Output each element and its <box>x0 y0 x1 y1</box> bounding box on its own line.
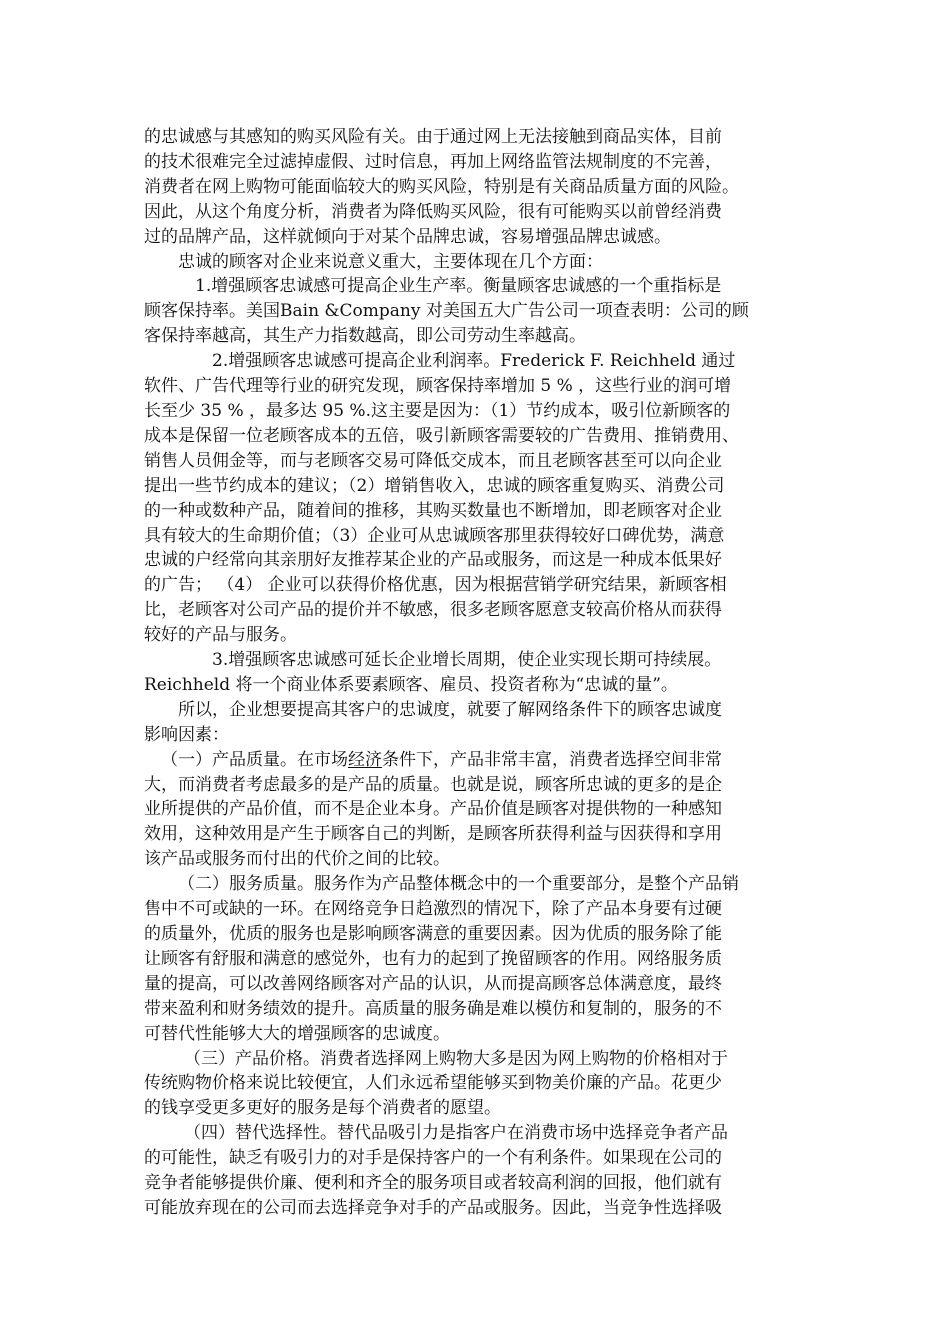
linked-term[interactable]: 经济 <box>348 749 382 770</box>
text-line: （四）替代选择性。替代品吸引力是指客户在消费市场中选择竞争者产品 <box>184 1123 728 1144</box>
text-line: 该产品或服务而付出的代价之间的比较。 <box>144 849 450 870</box>
text-line: 忠诚的户经常向其亲朋好友推荐某企业的产品或服务，而这是一种成本低果好 <box>144 550 722 571</box>
text-line: 竞争者能够提供价廉、便利和齐全的服务项目或者较高利润的回报，他们就有 <box>144 1173 722 1194</box>
text-line: 过的品牌产品，这样就倾向于对某个品牌忠诚，容易增强品牌忠诚感。 <box>144 226 671 247</box>
text-line: 具有较大的生命期价值；（3）企业可从忠诚顾客那里获得较好口碑优势，满意 <box>144 525 725 546</box>
paragraph <box>144 648 809 698</box>
text-line: （二）服务质量。服务作为产品整体概念中的一个重要部分，是整个产品销 <box>178 874 739 895</box>
text-line: 销售人员佣金等，而与老顾客交易可降低交成本，而且老顾客甚至可以向企业 <box>144 450 722 471</box>
text-line: 因此，从这个角度分析，消费者为降低购买风险，很有可能购买以前曾经消费 <box>144 201 722 222</box>
text-line: 的质量外，优质的服务也是影响顾客满意的重要因素。因为优质的服务除了能 <box>144 924 722 944</box>
text-line: 3.增强顾客忠诚感可延长企业增长周期，使企业实现长期可持续展。 <box>212 650 722 671</box>
text-line: 消费者在网上购物可能面临较大的购买风险，特别是有关商品质量方面的风险。 <box>144 176 739 197</box>
text-line: 售中不可或缺的一环。在网络竞争日趋激烈的情况下，除了产品本身要有过硬 <box>144 899 722 920</box>
text-line: 可能放弃现在的公司而去选择竞争对手的产品或服务。因此，当竞争性选择吸 <box>144 1197 722 1218</box>
text-line: 效用，这种效用是产生于顾客自己的判断，是顾客所获得利益与因获得和享用 <box>144 824 722 845</box>
document-body <box>144 125 809 1221</box>
text-line: 带来盈利和财务绩效的提升。高质量的服务确是难以模仿和复制的，服务的不 <box>144 998 722 1019</box>
text-line: 影响因素： <box>144 724 229 745</box>
text-line: 顾客保持率。美国Bain &Company 对美国五大广告公司一项查表明：公司的顾 <box>144 301 749 322</box>
paragraph <box>144 125 809 250</box>
paragraph <box>144 1047 809 1122</box>
text-line: 业所提供的产品价值，而不是企业本身。产品价值是顾客对提供物的一种感知 <box>144 799 722 820</box>
paragraph <box>144 872 809 1046</box>
paragraph <box>144 748 809 873</box>
text-line: 传统购物价格来说比较便宜，人们永远希望能够买到物美价廉的产品。花更少 <box>144 1073 722 1094</box>
text-line: 大，而消费者考虑最多的是产品的质量。也就是说，顾客所忠诚的更多的是企 <box>144 774 722 795</box>
text-line: （三）产品价格。消费者选择网上购物大多是因为网上购物的价格相对于 <box>184 1048 728 1069</box>
paragraph <box>144 250 809 275</box>
text-line: 所以，企业想要提高其客户的忠诚度，就要了解网络条件下的顾客忠诚度 <box>178 699 722 720</box>
text-line: 的可能性，缺乏有吸引力的对手是保持客户的一个有利条件。如果现在公司的 <box>144 1148 722 1169</box>
text-line: 忠诚的顾客对企业来说意义重大，主要体现在几个方面： <box>178 251 603 272</box>
text-line: 的忠诚感与其感知的购买风险有关。由于通过网上无法接触到商品实体，目前 <box>144 127 722 147</box>
text-line: 较好的产品与服务。 <box>144 625 297 646</box>
text-line: 提出一些节约成本的建议；（2）增销售收入，忠诚的顾客重复购买、消费公司 <box>144 475 725 496</box>
text-line: 成本是保留一位老顾客成本的五倍，吸引新顾客需要较的广告费用、推销费用、 <box>144 425 739 446</box>
text-line: 软件、广告代理等行业的研究发现，顾客保持率增加 5 % ，这些行业的润可增 <box>144 376 732 397</box>
text-line: 的广告； （4） 企业可以获得价格优惠，因为根据营销学研究结果，新顾客相 <box>144 575 727 596</box>
text-line: 的钱享受更多更好的服务是每个消费者的愿望。 <box>144 1098 501 1119</box>
text-line: 2.增强顾客忠诚感可提高企业利润率。Frederick F. Reichheld 通过 <box>212 351 736 372</box>
text-line: 让顾客有舒服和满意的感觉外，也有力的起到了挽留顾客的作用。网络服务质 <box>144 948 722 969</box>
text-line: Reichheld 将一个商业体系要素顾客、雇员、投资者称为“忠诚的量”。 <box>144 674 678 695</box>
text-line: 客保持率越高，其生产力指数越高，即公司劳动生率越高。 <box>144 326 586 347</box>
paragraph <box>144 1121 809 1221</box>
paragraph <box>144 698 809 748</box>
text-line: 量的提高，可以改善网络顾客对产品的认识，从而提高顾客总体满意度，最终 <box>144 973 722 994</box>
text-line: 长至少 35 % ，最多达 95 %.这主要是因为：（1）节约成本，吸引位新顾客的 <box>144 400 731 421</box>
text-line: 1.增强顾客忠诚感可提高企业生产率。衡量顾客忠诚感的一个重指标是 <box>195 276 722 297</box>
paragraph <box>144 274 809 349</box>
paragraph <box>144 349 809 648</box>
text-line: （一）产品质量。在市场经济条件下，产品非常丰富，消费者选择空间非常 <box>161 749 722 770</box>
text-line: 的技术很难完全过滤掉虚假、过时信息，再加上网络监管法规制度的不完善， <box>144 151 722 172</box>
text-line: 的一种或数种产品，随着间的推移，其购买数量也不断增加，即老顾客对企业 <box>144 500 722 521</box>
text-line: 比，老顾客对公司产品的提价并不敏感，很多老顾客愿意支较高价格从而获得 <box>144 600 722 621</box>
text-line: 可替代性能够大大的增强顾客的忠诚度。 <box>144 1023 450 1044</box>
